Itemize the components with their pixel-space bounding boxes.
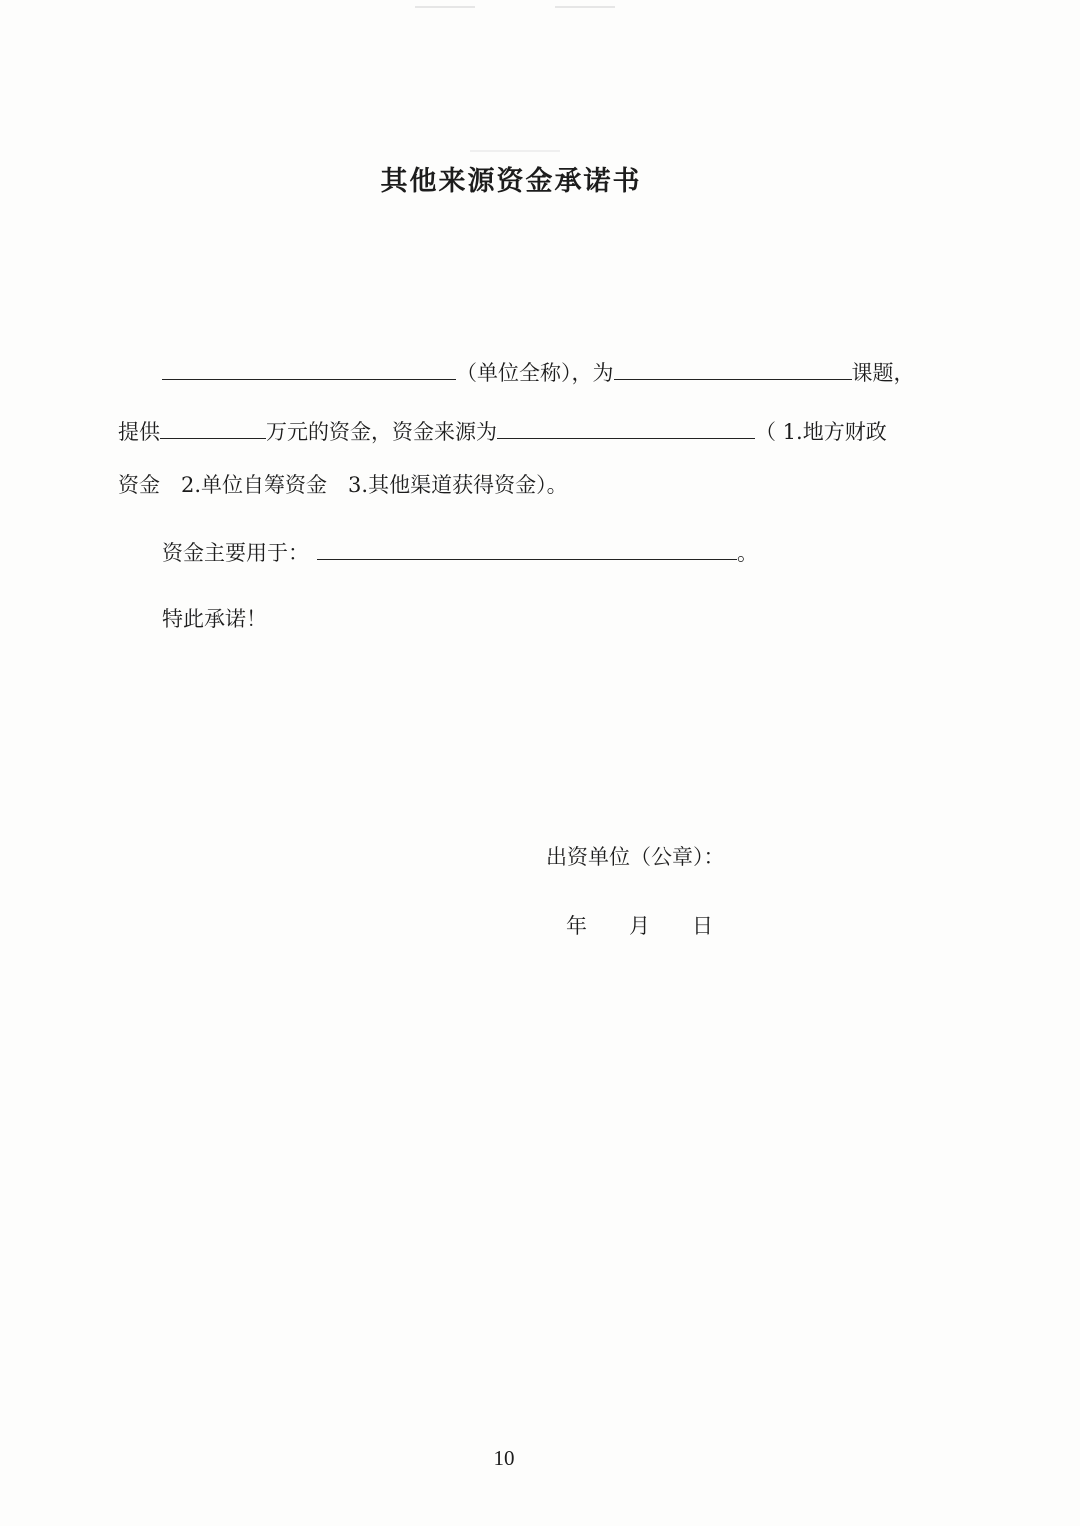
signature-label: 出资单位（公章）： [546,845,725,869]
amount-blank[interactable] [160,416,266,439]
usage-end: 。 [737,541,758,565]
paragraph-unit-line [162,357,915,388]
unit-label: （单位全称），为 [456,361,614,385]
scan-artifact [415,6,475,8]
funding-options-rest: 资金 2.单位自筹资金 3.其他渠道获得资金）。 [118,473,568,497]
signature-date: 年 月 日 [566,914,713,938]
project-name-blank[interactable] [614,357,852,380]
funding-source-blank[interactable] [497,416,755,439]
provide-label: 提供 [118,420,160,444]
usage-line [162,537,758,568]
amount-label: 万元的资金，资金来源为 [266,420,497,444]
paragraph-amount-line [118,416,887,447]
project-label: 课题， [851,361,915,385]
paragraph-options-line [118,470,568,500]
page-number: 10 [493,1446,515,1470]
document-title: 其他来源资金承诺书 [380,166,642,197]
scan-artifact [470,150,560,152]
usage-label: 资金主要用于： [162,541,309,565]
usage-blank[interactable] [317,537,737,560]
unit-name-blank[interactable] [162,357,456,380]
scan-artifact [555,6,615,8]
funding-options-start: （ 1.地方财政 [755,420,887,444]
closing-statement: 特此承诺！ [162,607,267,631]
